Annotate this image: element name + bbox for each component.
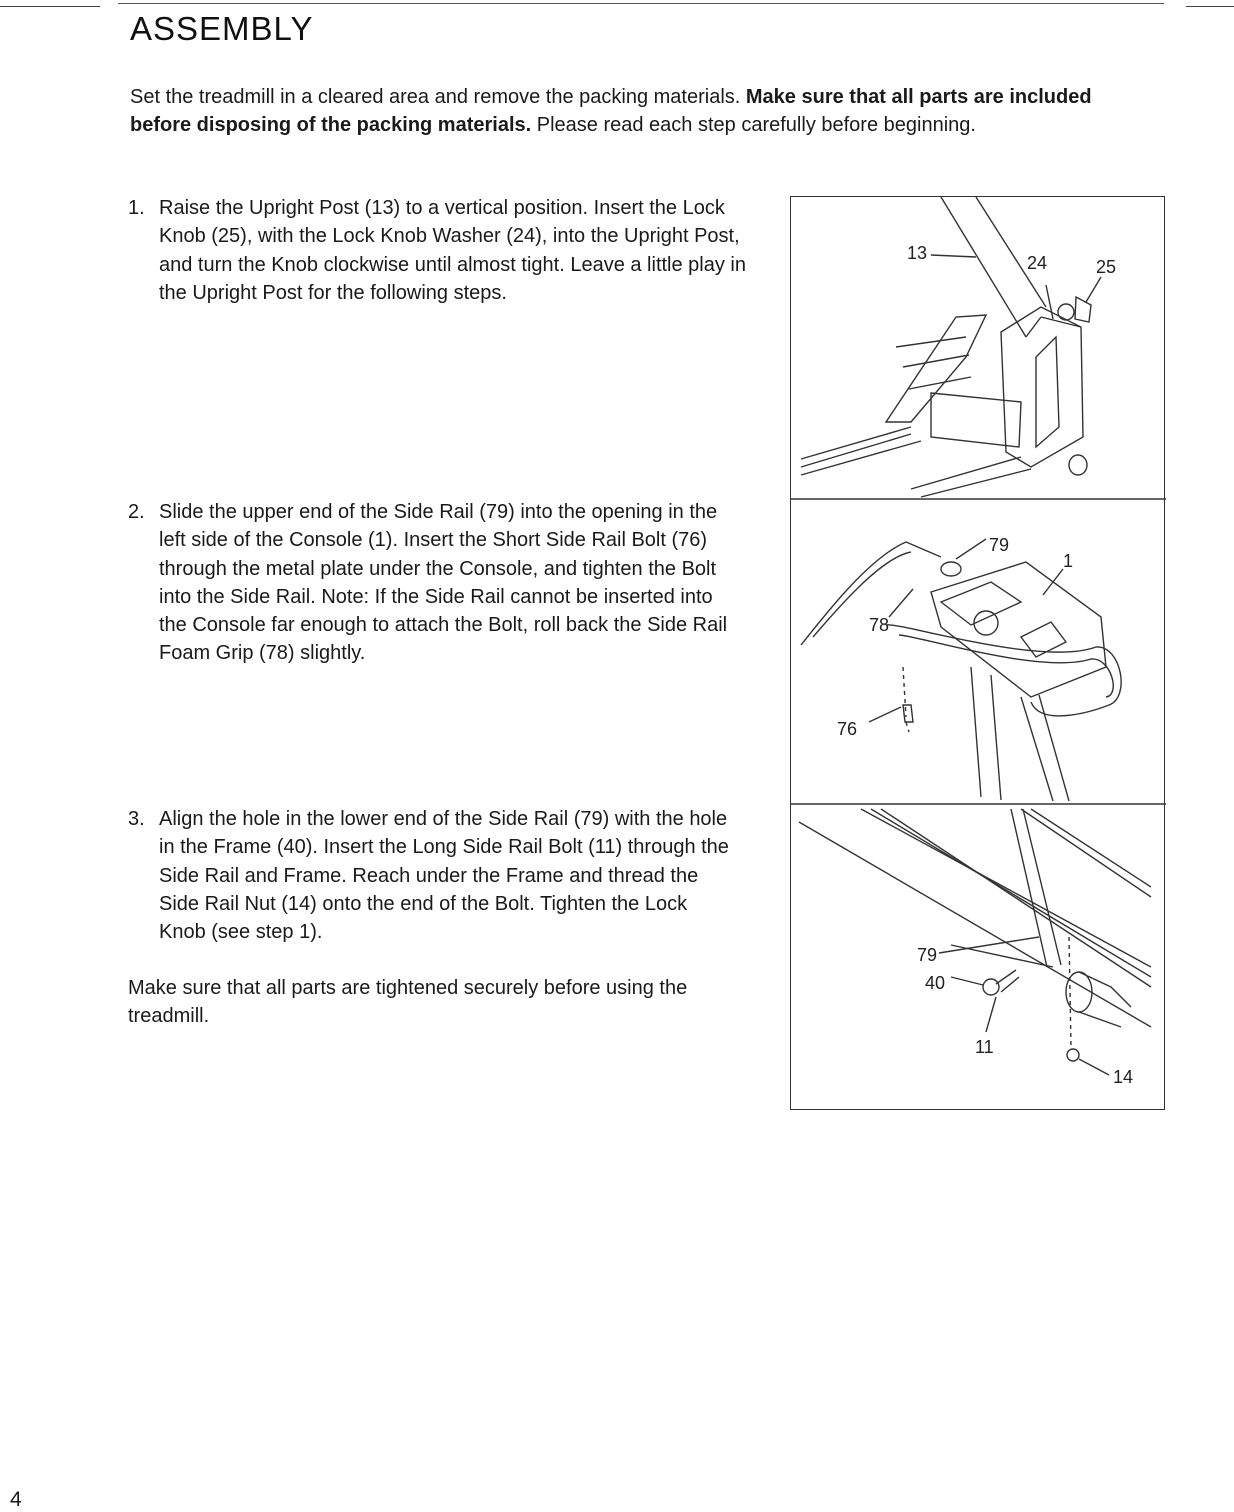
step-3 bbox=[128, 805, 738, 946]
step-1 bbox=[128, 194, 748, 307]
intro-text-2: Please read each step carefully before beginning. bbox=[536, 114, 976, 136]
callout-79-upper: 79 bbox=[989, 535, 1010, 555]
top-rule bbox=[118, 3, 1164, 4]
callout-1: 1 bbox=[1063, 551, 1074, 571]
intro-text-1: Set the treadmill in a cleared area and remove the packing materials. bbox=[130, 86, 741, 108]
callout-79-lower: 79 bbox=[917, 945, 938, 965]
callout-14: 14 bbox=[1113, 1067, 1134, 1087]
closing-note: Make sure that all parts are tightened securely before using the treadmill. bbox=[128, 977, 688, 1027]
panel3-drawing bbox=[799, 809, 1151, 1061]
step-text: Align the hole in the lower end of the Side Rail (79) with the hole in the Frame (40). Insert the Long Side Rail Bolt (11) through the Side Rail and Frame. Reach under the Frame and thread the Side Rail Nut (14) onto the end of the Bolt. Tighten the Lock Knob (see step 1). bbox=[159, 808, 729, 944]
step-2 bbox=[128, 498, 738, 668]
top-rule-left bbox=[0, 6, 100, 7]
callout-13: 13 bbox=[907, 243, 928, 263]
panel2-drawing bbox=[801, 542, 1121, 801]
step-number: 2. bbox=[128, 501, 145, 523]
intro-paragraph bbox=[130, 83, 1140, 139]
callout-25: 25 bbox=[1096, 257, 1117, 277]
panel1-drawing bbox=[801, 197, 1091, 497]
step-number: 3. bbox=[128, 808, 145, 830]
top-rule-right bbox=[1186, 6, 1234, 7]
step-number: 1. bbox=[128, 197, 145, 219]
callout-11: 11 bbox=[975, 1037, 994, 1057]
callout-24: 24 bbox=[1027, 253, 1048, 273]
step-text: Slide the upper end of the Side Rail (79) into the opening in the left side of the Console (1). Insert the Short Side Rail Bolt (76) through the metal plate under the Console, and tighten the Bolt into the Side Rail. Note: If the Side Rail cannot be inserted into the Console far enough to attach the Bolt, roll back the Side Rail Foam Grip (78) slightly. bbox=[159, 501, 728, 665]
callout-76: 76 bbox=[837, 719, 858, 739]
callout-40: 40 bbox=[925, 973, 946, 993]
page-number: 4 bbox=[10, 1488, 22, 1511]
assembly-figure bbox=[790, 196, 1165, 1110]
intro-bold-warning: Make sure that all parts are included before disposing of the packing materials. bbox=[130, 86, 1092, 136]
assembly-illustration bbox=[791, 197, 1166, 1111]
page-title: ASSEMBLY bbox=[130, 10, 314, 47]
callout-78: 78 bbox=[869, 615, 890, 635]
panel3-leaders bbox=[939, 937, 1109, 1075]
step-text: Raise the Upright Post (13) to a vertical position. Insert the Lock Knob (25), with the Lock Knob Washer (24), into the Upright Post, and turn the Knob clockwise until almost tight. Leave a little play in the Upright Post for the following steps. bbox=[159, 197, 746, 304]
